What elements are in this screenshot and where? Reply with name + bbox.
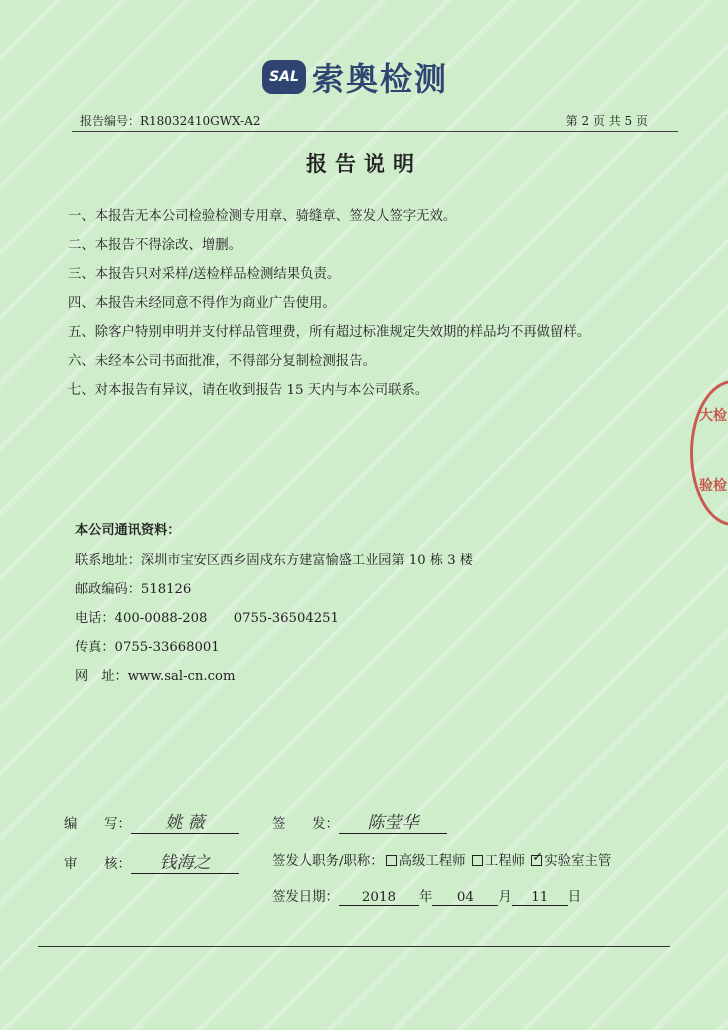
contact-info xyxy=(75,516,473,691)
stamp-text: 大检 xyxy=(699,408,727,424)
note-item: 七、对本报告有异议，请在收到报告 15 天内与本公司联系。 xyxy=(68,383,429,398)
note-item: 五、除客户特别申明并支付样品管理费，所有超过标准规定失效期的样品均不再做留样。 xyxy=(68,325,591,340)
issuer-label: 签 发： xyxy=(272,817,339,832)
contact-address: 联系地址：深圳市宝安区西乡固戍东方建富愉盛工业园第 10 栋 3 楼 xyxy=(75,553,473,568)
footer-divider xyxy=(38,946,670,947)
checkbox-icon xyxy=(386,855,397,866)
header-divider xyxy=(72,131,678,132)
reviewer-row xyxy=(64,848,239,874)
page-info: 第 2 页 共 5 页 xyxy=(565,114,648,128)
stamp-text: 验检 xyxy=(699,478,727,494)
compiler-label: 编 写： xyxy=(64,817,131,832)
contact-title: 本公司通讯资料： xyxy=(75,523,181,538)
issuer-signature: 陈莹华 xyxy=(339,808,447,834)
position-row xyxy=(272,850,611,869)
contact-fax: 传真：0755-33668001 xyxy=(75,640,220,655)
month-unit: 月 xyxy=(498,890,512,905)
company-name: 索奥检测 xyxy=(312,60,449,98)
date-label: 签发日期： xyxy=(272,890,339,905)
contact-website: 网 址：www.sal-cn.com xyxy=(75,669,236,684)
year-unit: 年 xyxy=(418,890,433,905)
note-item: 三、本报告只对采样/送检样品检测结果负责。 xyxy=(68,267,341,282)
report-number: 报告编号：R18032410GWX-A2 xyxy=(80,114,261,128)
note-item: 四、本报告未经同意不得作为商业广告使用。 xyxy=(68,296,336,311)
date-month: 04 xyxy=(432,890,498,906)
option-senior-engineer: 高级工程师 xyxy=(398,854,466,869)
report-notes-list xyxy=(68,202,590,405)
position-label: 签发人职务/职称： xyxy=(272,854,384,869)
date-year: 2018 xyxy=(339,890,419,906)
note-item: 一、本报告无本公司检验检测专用章、骑缝章、签发人签字无效。 xyxy=(68,209,457,224)
compiler-row xyxy=(64,808,239,834)
date-day: 11 xyxy=(512,890,568,906)
page-title: 报告说明 xyxy=(306,151,422,176)
contact-phone: 电话：400-0088-208 0755-36504251 xyxy=(75,611,339,626)
note-item: 六、未经本公司书面批准，不得部分复制检测报告。 xyxy=(68,354,376,369)
issue-date-row xyxy=(272,886,581,906)
reviewer-signature: 钱海之 xyxy=(131,848,239,874)
sal-badge-icon: SAL xyxy=(262,60,306,94)
issuer-row xyxy=(272,808,447,834)
note-item: 二、本报告不得涂改、增删。 xyxy=(68,238,243,253)
checked-checkbox-icon xyxy=(531,855,542,866)
option-engineer: 工程师 xyxy=(484,854,526,869)
seal-stamp xyxy=(690,380,728,526)
compiler-signature: 姚 薇 xyxy=(131,808,239,834)
day-unit: 日 xyxy=(567,890,582,905)
checkbox-icon xyxy=(472,855,483,866)
option-lab-supervisor: 实验室主管 xyxy=(544,854,612,869)
company-logo xyxy=(262,54,448,100)
contact-postcode: 邮政编码：518126 xyxy=(75,582,192,597)
reviewer-label: 审 核： xyxy=(64,857,131,872)
